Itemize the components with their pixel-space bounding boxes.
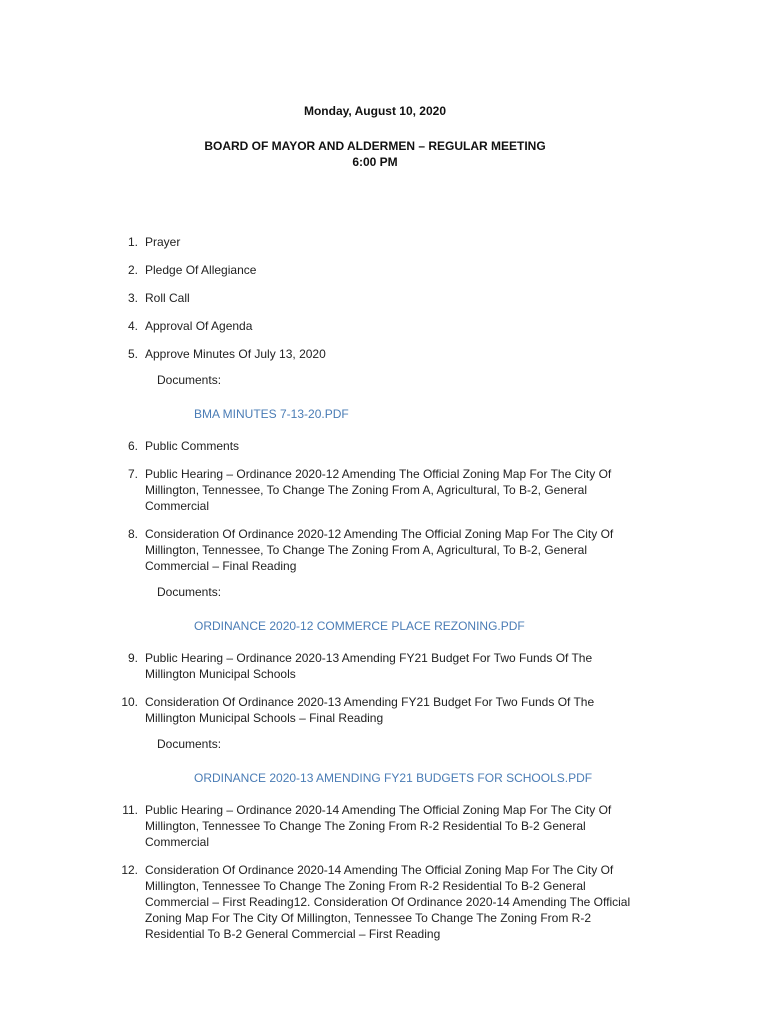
agenda-item-text: Approval Of Agenda bbox=[145, 319, 253, 333]
agenda-item bbox=[0, 262, 770, 278]
agenda-item-number: 11. bbox=[122, 803, 138, 817]
agenda-item-text: Public Hearing – Ordinance 2020-12 Amending The Official Zoning Map For The City Of Millington, Tennessee, To Change The Zoning From A, Agricultural, To B-2, General Commercial bbox=[145, 467, 612, 513]
documents-block bbox=[0, 372, 770, 422]
agenda-item-text: Public Hearing – Ordinance 2020-14 Amending The Official Zoning Map For The City Of Millington, Tennessee To Change The Zoning From R-2 Residential To B-2 General Commercial bbox=[145, 803, 612, 849]
meeting-time: 6:00 PM bbox=[352, 155, 398, 169]
meeting-date: Monday, August 10, 2020 bbox=[303, 104, 447, 118]
documents-block bbox=[0, 584, 770, 634]
agenda-item bbox=[0, 234, 770, 250]
agenda-item-text: Public Hearing – Ordinance 2020-13 Amending FY21 Budget For Two Funds Of The Millington Municipal Schools bbox=[145, 651, 593, 681]
agenda-item-text: Consideration Of Ordinance 2020-12 Amending The Official Zoning Map For The City Of Millington, Tennessee, To Change The Zoning From A, Agricultural, To B-2, General Commercial – Final Reading bbox=[145, 527, 614, 573]
agenda-item-text: Approve Minutes Of July 13, 2020 bbox=[145, 347, 326, 361]
agenda-item bbox=[0, 466, 770, 514]
documents-block bbox=[0, 736, 770, 786]
agenda-item bbox=[0, 438, 770, 454]
documents-label: Documents: bbox=[157, 373, 222, 387]
agenda-item bbox=[0, 526, 770, 574]
agenda-item bbox=[0, 318, 770, 334]
agenda-item-number: 8. bbox=[127, 527, 138, 541]
agenda-item bbox=[0, 694, 770, 726]
agenda-item-number: 3. bbox=[127, 291, 138, 305]
agenda-item-text: Roll Call bbox=[145, 291, 190, 305]
agenda-item-number: 12. bbox=[121, 863, 138, 877]
agenda-list bbox=[0, 234, 770, 954]
agenda-item-number: 6. bbox=[127, 439, 138, 453]
agenda-item-number: 5. bbox=[127, 347, 138, 361]
agenda-item-number: 1. bbox=[127, 235, 138, 249]
agenda-item bbox=[0, 346, 770, 362]
documents-label: Documents: bbox=[157, 585, 222, 599]
document-link[interactable]: ORDINANCE 2020-12 COMMERCE PLACE REZONING.PDF bbox=[194, 619, 525, 633]
agenda-item-number: 2. bbox=[127, 263, 138, 277]
agenda-item-number: 10. bbox=[121, 695, 138, 709]
agenda-item bbox=[0, 650, 770, 682]
agenda-item-text: Consideration Of Ordinance 2020-14 Amending The Official Zoning Map For The City Of Millington, Tennessee To Change The Zoning From R-2 Residential To B-2 General Commercial – First Reading12. Consideration Of Ordinance 2020-14 Amending The Official Zoning Map For The City Of Millington, Tennessee To Change The Zoning From R-2 Residential To B-2 General Commercial – First Reading bbox=[145, 863, 631, 941]
documents-label: Documents: bbox=[157, 737, 222, 751]
meeting-title: BOARD OF MAYOR AND ALDERMEN – REGULAR MEETING bbox=[204, 139, 546, 153]
agenda-item-number: 7. bbox=[127, 467, 138, 481]
document-link[interactable]: BMA MINUTES 7-13-20.PDF bbox=[194, 407, 349, 421]
agenda-item-number: 9. bbox=[127, 651, 138, 665]
agenda-item-number: 4. bbox=[127, 319, 138, 333]
agenda-item-text: Pledge Of Allegiance bbox=[145, 263, 257, 277]
agenda-item-text: Prayer bbox=[145, 235, 181, 249]
agenda-item bbox=[0, 290, 770, 306]
document-link[interactable]: ORDINANCE 2020-13 AMENDING FY21 BUDGETS FOR SCHOOLS.PDF bbox=[194, 771, 593, 785]
agenda-item bbox=[0, 862, 770, 942]
agenda-item-text: Consideration Of Ordinance 2020-13 Amending FY21 Budget For Two Funds Of The Millington Municipal Schools – Final Reading bbox=[145, 695, 595, 725]
agenda-item bbox=[0, 802, 770, 850]
agenda-item-text: Public Comments bbox=[145, 439, 240, 453]
